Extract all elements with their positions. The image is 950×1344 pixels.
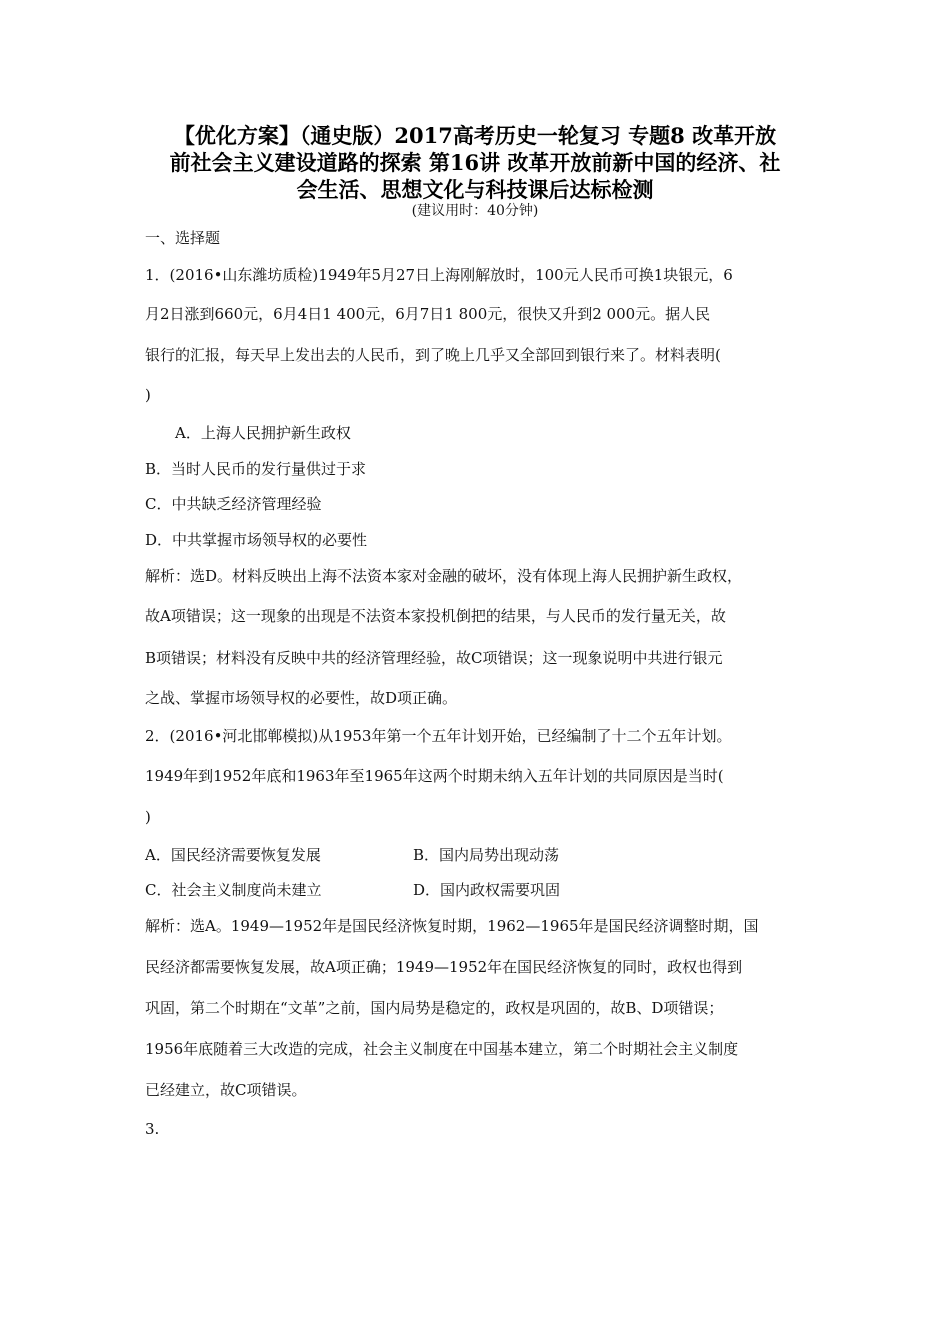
q2-option-b: B．国内局势出现动荡 bbox=[413, 846, 560, 864]
title-line-3: 会生活、思想文化与科技课后达标检测 bbox=[296, 177, 654, 202]
q1-analysis-line-4: 之战、掌握市场领导权的必要性，故D项正确。 bbox=[145, 689, 458, 707]
section-heading: 一、选择题 bbox=[145, 229, 221, 247]
q1-option-c: C．中共缺乏经济管理经验 bbox=[145, 495, 322, 513]
q3-number: 3. bbox=[145, 1120, 160, 1138]
q2-line-1: 2．(2016•河北邯郸模拟)从1953年第一个五年计划开始，已经编制了十二个五年计划。 bbox=[145, 727, 732, 745]
q1-line-3: 银行的汇报，每天早上发出去的人民币，到了晚上几乎又全部回到银行来了。材料表明( bbox=[145, 346, 721, 364]
q2-analysis-line-3: 巩固，第二个时期在“文革”之前，国内局势是稳定的，政权是巩固的，故B、D项错误； bbox=[145, 999, 724, 1017]
q2-option-a: A．国民经济需要恢复发展 bbox=[145, 846, 321, 864]
q2-analysis-line-1: 解析：选A。1949—1952年是国民经济恢复时期，1962—1965年是国民经济调整时期，国 bbox=[145, 917, 759, 935]
title-line-2: 前社会主义建设道路的探索 第16讲 改革开放前新中国的经济、社 bbox=[169, 150, 781, 175]
q1-option-d: D．中共掌握市场领导权的必要性 bbox=[145, 531, 368, 549]
q1-option-a: A．上海人民拥护新生政权 bbox=[175, 424, 351, 442]
q1-option-b: B．当时人民币的发行量供过于求 bbox=[145, 460, 367, 478]
q2-option-c: C．社会主义制度尚未建立 bbox=[145, 881, 322, 899]
q1-line-2: 月2日涨到660元，6月4日1 400元，6月7日1 800元，很快又升到2 000元。据人民 bbox=[145, 305, 711, 323]
document-title bbox=[100, 122, 850, 203]
title-line-1: 【优化方案】（通史版）2017高考历史一轮复习 专题8 改革开放 bbox=[173, 123, 777, 148]
q1-line-1: 1．(2016•山东潍坊质检)1949年5月27日上海刚解放时，100元人民币可换1块银元，6 bbox=[145, 266, 733, 284]
q2-line-2: 1949年到1952年底和1963年至1965年这两个时期未纳入五年计划的共同原因是当时( bbox=[145, 767, 724, 785]
q1-analysis-line-2: 故A项错误；这一现象的出现是不法资本家投机倒把的结果，与人民币的发行量无关，故 bbox=[145, 607, 726, 625]
q1-analysis-line-1: 解析：选D。材料反映出上海不法资本家对金融的破坏，没有体现上海人民拥护新生政权， bbox=[145, 567, 743, 585]
q2-option-d: D．国内政权需要巩固 bbox=[413, 881, 561, 899]
q1-analysis-line-3: B项错误；材料没有反映中共的经济管理经验，故C项错误；这一现象说明中共进行银元 bbox=[145, 649, 723, 667]
q2-analysis-line-2: 民经济都需要恢复发展，故A项正确；1949—1952年在国民经济恢复的同时，政权也得到 bbox=[145, 958, 743, 976]
q1-line-4: ) bbox=[145, 386, 151, 404]
q2-line-3: ) bbox=[145, 808, 151, 826]
suggested-time: (建议用时：40分钟) bbox=[411, 203, 539, 219]
q2-analysis-line-4: 1956年底随着三大改造的完成，社会主义制度在中国基本建立，第二个时期社会主义制度 bbox=[145, 1040, 739, 1058]
q2-analysis-line-5: 已经建立，故C项错误。 bbox=[145, 1081, 307, 1099]
